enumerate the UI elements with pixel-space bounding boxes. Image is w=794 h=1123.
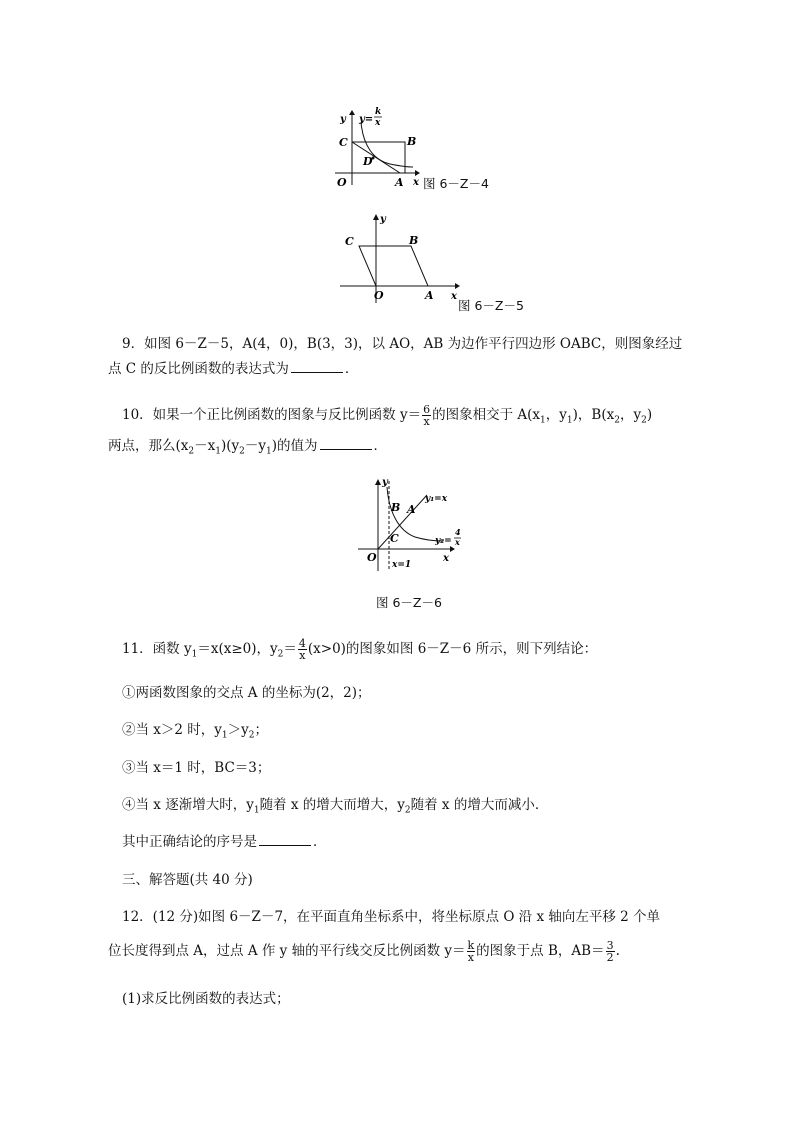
fig6-y2-num: 4 bbox=[455, 527, 461, 537]
figure-6-z-5 bbox=[335, 208, 465, 308]
q11-conclusion-4: ④当 x 逐渐增大时，$y_1$随着 x 的增大而增大，$y_2$随着 x 的增大而减小． bbox=[122, 797, 549, 816]
fig6-label-o: O bbox=[367, 551, 377, 564]
fig4-func-num: k bbox=[375, 107, 382, 117]
fig4-label-d: D bbox=[363, 155, 373, 168]
fig4-x-arrow bbox=[415, 170, 420, 176]
fig5-x-label: x bbox=[451, 291, 457, 302]
q12-fraction-ab: $\frac{3}{2}$ bbox=[606, 939, 614, 964]
figure-6-z-6 bbox=[355, 473, 465, 575]
q11-conclusion-2: ②当 x＞2 时，$y_1>y_2$； bbox=[122, 722, 269, 741]
fig6-y-arrow bbox=[375, 479, 381, 485]
fig4-y-label: y bbox=[340, 114, 346, 125]
fig5-y-label: y bbox=[380, 214, 386, 225]
fig5-label-o: O bbox=[374, 289, 384, 302]
question-10-line1: 10．如果一个正比例函数的图象与反比例函数 y＝ $\frac{6}{x}$ 的图象相交于 $A(x_1$，$y_1$)，$B(x_2$，$y_2$) bbox=[122, 403, 653, 428]
fig4-label-c: C bbox=[339, 136, 348, 149]
q11-fraction: $\frac{4}{x}$ bbox=[298, 637, 306, 662]
question-12-line1: 12．(12 分)如图 6－Z－7，在平面直角坐标系中，将坐标原点 O 沿 x 轴向左平移 2 个单 bbox=[122, 909, 661, 925]
q11-conclusion-1: ①两函数图象的交点 A 的坐标为(2，2)； bbox=[122, 685, 371, 701]
fig6-y1-label: y₁=x bbox=[425, 494, 448, 504]
question-12-sub1: (1)求反比例函数的表达式； bbox=[122, 991, 290, 1007]
fig6-label-c: C bbox=[390, 532, 399, 545]
question-10-line2: 两点，那么$(x_2-x_1)(y_2-y_1)$的值为 ． bbox=[108, 433, 688, 465]
fig5-label-b: B bbox=[409, 234, 419, 247]
fig4-y-arrow bbox=[349, 110, 355, 115]
question-9-line2: 点 C 的反比例函数的表达式为 ． bbox=[108, 356, 688, 382]
fig6-line-y1 bbox=[378, 495, 427, 549]
fig6-y2-label: y₂= bbox=[435, 536, 452, 546]
q12-fraction-k: $\frac{k}{x}$ bbox=[467, 939, 475, 964]
fig5-x-arrow bbox=[455, 283, 460, 289]
section-3-title: 三、解答题(共 40 分) bbox=[122, 872, 253, 888]
q11-answer-line: 其中正确结论的序号是 ． bbox=[122, 829, 702, 855]
fig6-label-a: A bbox=[407, 503, 416, 516]
fig6-y2-den: x bbox=[455, 537, 460, 547]
q11-conclusion-3: ③当 x＝1 时，BC＝3； bbox=[122, 760, 271, 776]
question-12-line2: 位长度得到点 A，过点 A 作 y 轴的平行线交反比例函数 y＝ $\frac{k}{x}$ 的图象于点 B，AB＝ $\frac{3}{2}$ . bbox=[108, 939, 620, 964]
fig4-func-den: x bbox=[375, 118, 381, 128]
fig4-x-label: x bbox=[413, 177, 419, 188]
fig4-func-label: y= bbox=[359, 114, 374, 125]
fig6-x-label: x bbox=[443, 553, 449, 564]
fig5-caption: 图 6－Z－5 bbox=[458, 298, 524, 313]
q11-answer-blank[interactable] bbox=[259, 831, 311, 846]
q10-answer-blank[interactable] bbox=[320, 435, 372, 450]
fig4-caption: 图 6－Z－4 bbox=[423, 176, 489, 191]
fig5-y-arrow bbox=[373, 214, 379, 220]
fig4-label-b: B bbox=[407, 135, 417, 148]
q9-answer-blank[interactable] bbox=[291, 358, 343, 373]
fig4-label-a: A bbox=[395, 176, 404, 189]
fig6-y-label: y bbox=[382, 477, 388, 488]
fig5-parallelogram-oabc bbox=[359, 246, 428, 286]
fig5-label-a: A bbox=[425, 289, 434, 302]
fig4-label-o: O bbox=[337, 176, 347, 189]
fig6-caption: 图 6－Z－6 bbox=[376, 595, 442, 610]
q10-fraction: $\frac{6}{x}$ bbox=[423, 403, 431, 428]
fig5-label-c: C bbox=[345, 235, 354, 248]
fig6-x1-label: x=1 bbox=[392, 560, 412, 570]
question-11-stem: 11．函数 $y_1=x(x\ge 0)$，$y_2=$ $\frac{4}{x}$ (x>0)的图象如图 6－Z－6 所示，则下列结论： bbox=[122, 637, 598, 662]
fig6-label-b: B bbox=[391, 501, 401, 514]
question-9-line1: 9．如图 6－Z－5，A(4，0)，B(3，3)，以 AO，AB 为边作平行四边形 OABC，则图象经过 bbox=[122, 336, 683, 352]
